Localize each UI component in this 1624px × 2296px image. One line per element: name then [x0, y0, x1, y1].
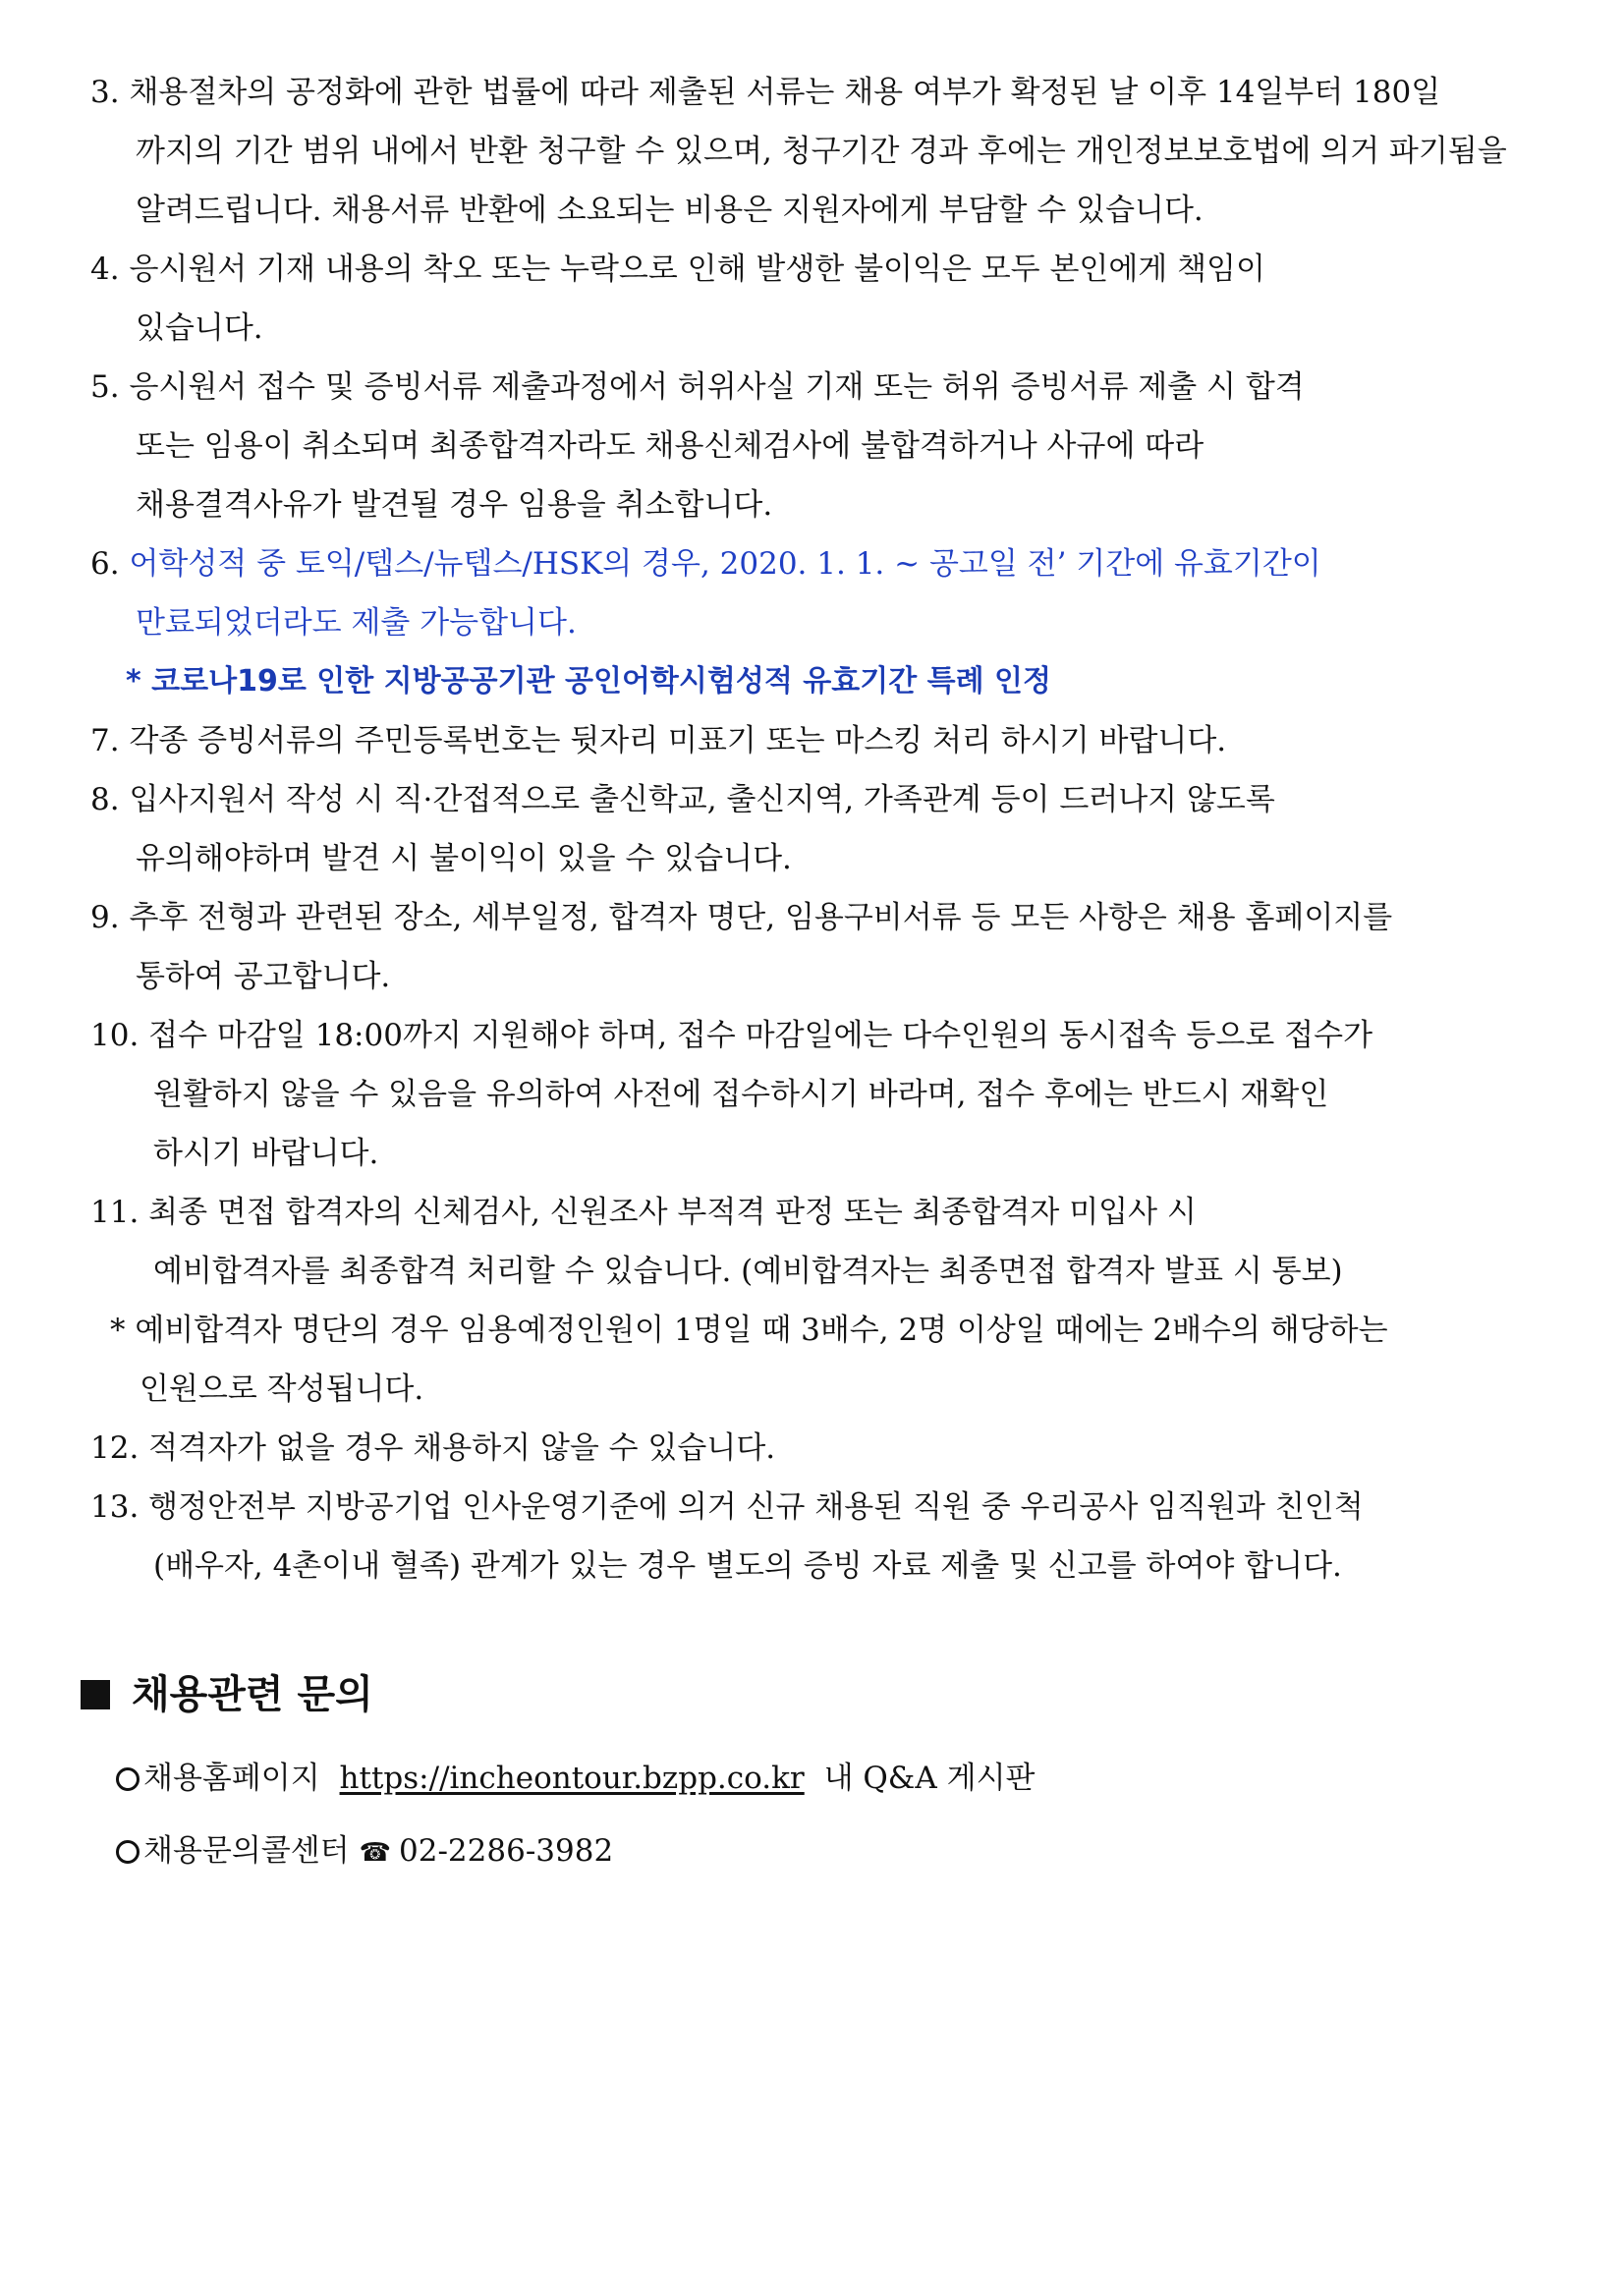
item-text: 각종 증빙서류의 주민등록번호는 뒷자리 미표기 또는 마스킹 처리 하시기 바랍니다. — [129, 723, 1227, 758]
item-4-line-2: 있습니다. — [136, 310, 263, 346]
item-number: 7. — [90, 723, 120, 758]
item-number: 13. — [90, 1489, 140, 1525]
note-text: 예비합격자 명단의 경우 임용예정인원이 1명일 때 3배수, 2명 이상일 때에는 2배수의 해당하는 — [135, 1313, 1388, 1348]
item-text: 응시원서 기재 내용의 착오 또는 누락으로 인해 발생한 불이익은 모두 본인에게 책임이 — [129, 252, 1265, 287]
item-number: 3. — [90, 75, 120, 110]
item-text: 접수 마감일 18:00까지 지원해야 하며, 접수 마감일에는 다수인원의 동시접속 등으로 접수가 — [148, 1018, 1373, 1053]
section-title: 채용관련 문의 — [132, 1672, 373, 1717]
reserve-note-line-1 — [110, 1311, 1388, 1350]
asterisk: * — [126, 664, 141, 699]
item-5-line-1 — [90, 367, 1305, 407]
item-13-line-2: (배우자, 4촌이내 혈족) 관계가 있는 경우 별도의 증빙 자료 제출 및 신고를 하여야 합니다. — [153, 1548, 1342, 1584]
item-10-line-3: 하시기 바랍니다. — [153, 1136, 379, 1171]
item-12-line-1 — [90, 1428, 775, 1468]
covid-note — [126, 662, 1051, 701]
reserve-note-line-2: 인원으로 작성됩니다. — [140, 1372, 424, 1407]
note-text: 코로나19로 인한 지방공공기관 공인어학시험성적 유효기간 특례 인정 — [151, 664, 1052, 699]
item-text: 채용절차의 공정화에 관한 법률에 따라 제출된 서류는 채용 여부가 확정된 날 이후 14일부터 180일 — [129, 75, 1441, 110]
call-label: 채용문의콜센터 — [143, 1833, 350, 1869]
asterisk: * — [110, 1313, 126, 1348]
item-5-line-2: 또는 임용이 취소되며 최종합격자라도 채용신체검사에 불합격하거나 사규에 따라 — [136, 428, 1204, 464]
item-text: 추후 전형과 관련된 장소, 세부일정, 합격자 명단, 임용구비서류 등 모든 사항은 채용 홈페이지를 — [129, 900, 1393, 935]
item-number: 6. — [90, 546, 120, 582]
item-text: 응시원서 접수 및 증빙서류 제출과정에서 허위사실 기재 또는 허위 증빙서류 제출 시 합격 — [129, 369, 1305, 405]
item-6-line-2: 만료되었더라도 제출 가능합니다. — [136, 605, 577, 641]
phone-icon: ☎ — [359, 1838, 392, 1868]
square-bullet-icon — [81, 1680, 110, 1709]
item-11-line-2: 예비합격자를 최종합격 처리할 수 있습니다. (예비합격자는 최종면접 합격자 발표 시 통보) — [153, 1254, 1343, 1289]
item-3-line-2: 까지의 기간 범위 내에서 반환 청구할 수 있으며, 청구기간 경과 후에는 개인정보보호법에 의거 파기됨을 — [136, 134, 1507, 169]
circle-bullet-icon — [116, 1767, 140, 1791]
section-heading — [81, 1670, 373, 1719]
item-7-line-1 — [90, 721, 1226, 760]
item-10-line-2: 원활하지 않을 수 있음을 유의하여 사전에 접수하시기 바라며, 접수 후에는 반드시 재확인 — [153, 1077, 1329, 1112]
item-text: 최종 면접 합격자의 신체검사, 신원조사 부적격 판정 또는 최종합격자 미입사 시 — [148, 1195, 1197, 1230]
item-4-line-1 — [90, 250, 1265, 289]
item-6-line-1 — [90, 544, 1321, 584]
item-number: 5. — [90, 369, 120, 405]
item-9-line-2: 통하여 공고합니다. — [136, 959, 391, 994]
item-5-line-3: 채용결격사유가 발견될 경우 임용을 취소합니다. — [136, 487, 773, 523]
item-number: 10. — [90, 1018, 140, 1053]
item-number: 9. — [90, 900, 120, 935]
item-11-line-1 — [90, 1193, 1197, 1232]
item-10-line-1 — [90, 1016, 1372, 1055]
item-9-line-1 — [90, 898, 1392, 937]
contact-homepage — [116, 1759, 1035, 1798]
item-text: 입사지원서 작성 시 직·간접적으로 출신학교, 출신지역, 가족관계 등이 드러나지 않도록 — [129, 782, 1275, 817]
item-text: 적격자가 없을 경우 채용하지 않을 수 있습니다. — [148, 1430, 776, 1466]
item-3-line-1 — [90, 73, 1440, 112]
homepage-label: 채용홈페이지 — [143, 1761, 320, 1796]
contact-call-center — [116, 1831, 613, 1873]
homepage-suffix: 내 Q&A 게시판 — [823, 1761, 1036, 1796]
homepage-link[interactable]: https://incheontour.bzpp.co.kr — [339, 1761, 805, 1796]
item-text: 어학성적 중 토익/텝스/뉴텝스/HSK의 경우, 2020. 1. 1. ~ 공고일 전’ 기간에 유효기간이 — [129, 546, 1321, 582]
item-number: 8. — [90, 782, 120, 817]
item-8-line-2: 유의해야하며 발견 시 불이익이 있을 수 있습니다. — [136, 841, 792, 876]
item-number: 11. — [90, 1195, 140, 1230]
item-13-line-1 — [90, 1487, 1364, 1527]
item-text: 행정안전부 지방공기업 인사운영기준에 의거 신규 채용된 직원 중 우리공사 임직원과 친인척 — [148, 1489, 1364, 1525]
item-number: 4. — [90, 252, 120, 287]
item-8-line-1 — [90, 780, 1275, 819]
circle-bullet-icon — [116, 1840, 140, 1864]
item-3-line-3: 알려드립니다. 채용서류 반환에 소요되는 비용은 지원자에게 부담할 수 있습니다. — [136, 193, 1204, 228]
call-number: 02-2286-3982 — [399, 1833, 614, 1869]
item-number: 12. — [90, 1430, 140, 1466]
